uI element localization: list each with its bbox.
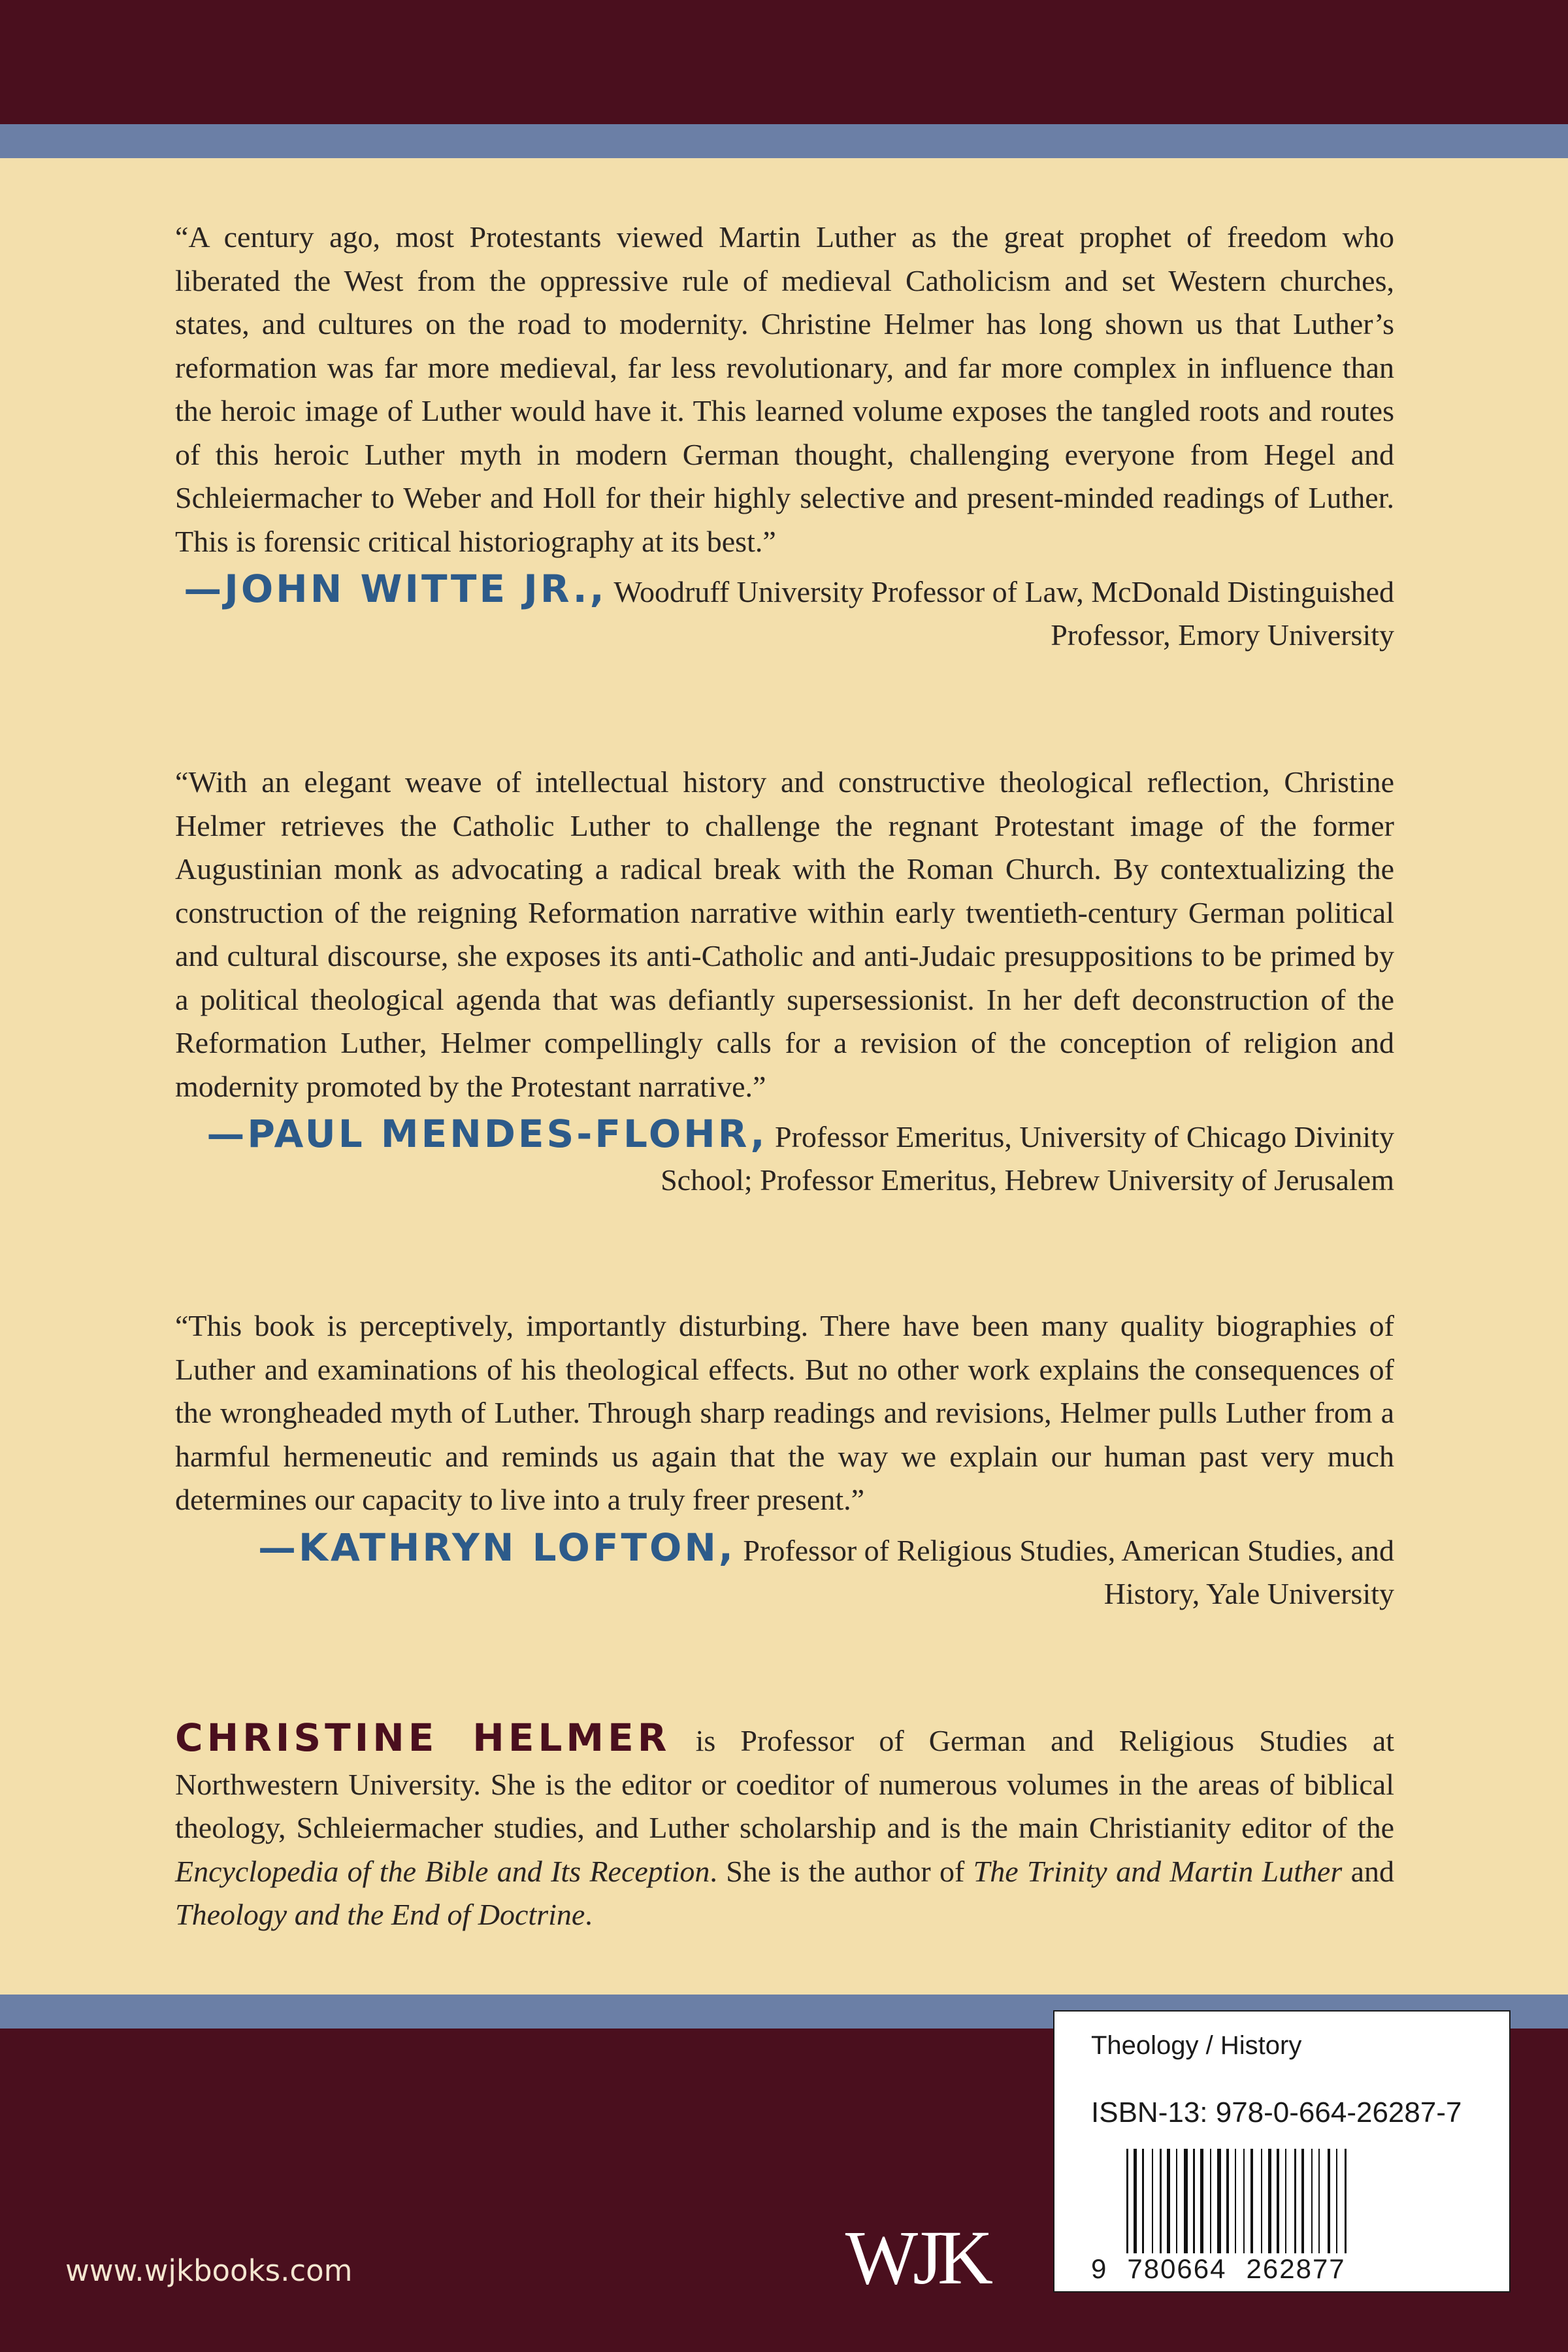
isbn-box (1053, 2010, 1511, 2293)
quote-2-text: “With an elegant weave of intellectual history and constructive theological reflection, Christine Helmer retrieves the Catholic Luther to challenge the regnant Protestant image of the former Augustinian monk as advocating a radical break with the Roman Church. By contextualizing the construction of the reigning Reformation narrative within early twentieth-century German political and cultural discourse, she exposes its anti-Catholic and anti-Judaic presuppositions to be primed by a political theological agenda that was defiantly supersessionist. In her deft deconstruction of the Reformation Luther, Helmer compellingly calls for a revision of the conception of religion and modernity promoted by the Protestant narrative.” (175, 765, 1394, 1103)
bio-book-1: Encyclopedia of the Bible and Its Reception (175, 1854, 710, 1888)
quote-3-title: Professor of Religious Studies, American Studies, and History, Yale University (735, 1533, 1394, 1610)
bio-text-1: is Professor of German and Religious Studies at Northwestern University. She is the editor or coeditor of numerous volumes in the areas of biblical theology, Schleiermacher studies, and Luther scholarship and is the main Christianity editor of the (175, 1724, 1395, 1844)
barcode-lead-digit: 9 (1091, 2253, 1108, 2284)
category-label: Theology / History (1091, 2031, 1302, 2060)
quote-3-name: —KATHRYN LOFTON, (258, 1525, 736, 1570)
quote-1-block (175, 216, 1394, 657)
bio-text-2: . She is the author of (710, 1854, 973, 1888)
barcode-group-2: 262877 (1246, 2253, 1346, 2284)
barcode-group-1: 780664 (1127, 2253, 1227, 2284)
isbn-label: ISBN-13: 978-0-664-26287-7 (1091, 2096, 1462, 2128)
quote-2-block (175, 761, 1394, 1202)
quote-1-name: —JOHN WITTE JR., (184, 567, 607, 611)
quote-1-title: Woodruff University Professor of Law, McDonald Distinguished Professor, Emory University (606, 575, 1394, 652)
bio-book-2: The Trinity and Martin Luther (973, 1854, 1343, 1888)
quote-3-attribution (175, 1526, 1394, 1615)
quote-2-title: Professor Emeritus, University of Chicago Divinity School; Professor Emeritus, Hebrew University of Jerusalem (661, 1120, 1394, 1197)
author-name: CHRISTINE HELMER (175, 1715, 671, 1760)
quote-3-block (175, 1304, 1394, 1615)
barcode-digits (1091, 2253, 1346, 2285)
quote-1-attribution (175, 567, 1394, 657)
author-bio-block (175, 1716, 1394, 1937)
author-bio (175, 1716, 1394, 1937)
bio-book-3: Theology and the End of Doctrine (175, 1898, 585, 1931)
bio-text-4: . (585, 1898, 593, 1931)
quote-2-name: —PAUL MENDES-FLOHR, (206, 1112, 768, 1156)
website-link[interactable]: www.wjkbooks.com (65, 2253, 353, 2288)
top-stripe (0, 124, 1568, 158)
publisher-logo: WJK (845, 2215, 988, 2300)
quote-2-attribution (175, 1112, 1394, 1202)
quote-1-text: “A century ago, most Protestants viewed Martin Luther as the great prophet of freedom who liberated the West from the oppressive rule of medieval Catholicism and set Western churches, states, and cultures on the road to modernity. Christine Helmer has long shown us that Luther’s reformation was far more medieval, far less revolutionary, and far more complex in influence than the heroic image of Luther would have it. This learned volume exposes the tangled roots and routes of this heroic Luther myth in modern German thought, challenging everyone from Hegel and Schleiermacher to Weber and Holl for their highly selective and present-minded readings of Luther. This is forensic critical historiography at its best.” (175, 220, 1394, 558)
quote-3-text: “This book is perceptively, importantly disturbing. There have been many quality biographies of Luther and examinations of his theological effects. But no other work explains the consequences of the wrongheaded myth of Luther. Through sharp readings and revisions, Helmer pulls Luther from a harmful hermeneutic and reminds us again that the way we explain our human past very much determines our capacity to live into a truly freer present.” (175, 1309, 1394, 1516)
top-band (0, 0, 1568, 124)
bio-text-3: and (1342, 1854, 1394, 1888)
barcode-icon (1126, 2149, 1466, 2253)
